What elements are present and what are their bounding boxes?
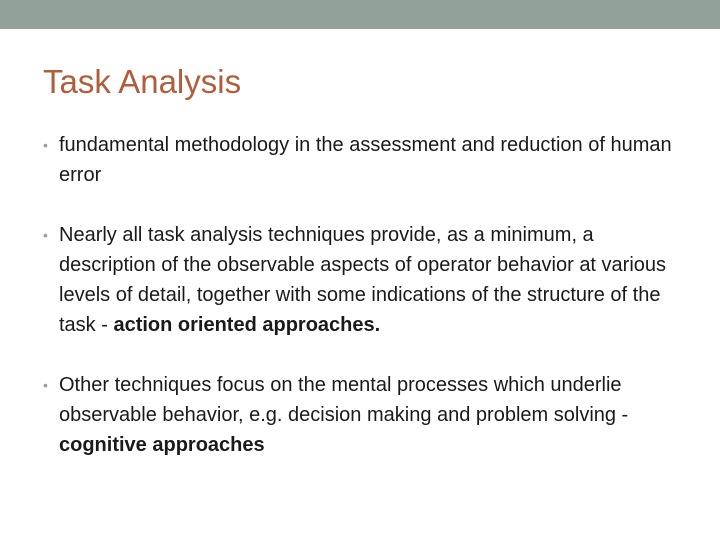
bullet-text: Nearly all task analysis techniques provide, as a minimum, a description of the observable aspects of operator behavior at various levels of detail, together with some indications of the structure of the task - [59, 224, 667, 336]
bullet-item-2 [43, 220, 683, 340]
top-accent-bar [0, 0, 720, 29]
bullet-text: Other techniques focus on the mental processes which underlie observable behavior, e.g. decision making and problem solving - [59, 374, 629, 426]
slide-title: Task Analysis [43, 63, 242, 100]
bullet-marker-icon: • [43, 227, 48, 243]
bullet-marker-icon: • [43, 377, 48, 393]
bullet-bold-text: action oriented approaches. [113, 314, 381, 336]
bullet-bold-text: cognitive approaches [59, 434, 265, 456]
bullet-text: fundamental methodology in the assessment and reduction of human error [59, 134, 672, 186]
bullet-marker-icon: • [43, 137, 48, 153]
bullet-item-3 [43, 370, 683, 460]
bullet-list [43, 130, 683, 490]
bullet-item-1 [43, 130, 683, 190]
